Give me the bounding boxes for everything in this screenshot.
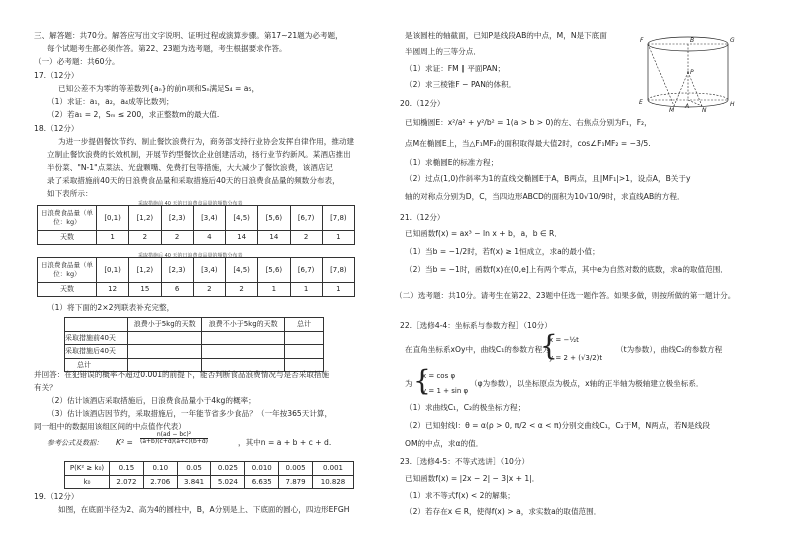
bin-cell: [5,6) <box>258 258 290 283</box>
q21-heading: 21.（12分） <box>400 213 445 222</box>
fig-label: B <box>690 37 695 44</box>
q18-stem-2: 立制止餐饮浪费的长效机制，开展节约型餐饮企业创建活动，扬行业节约新风。某酒店推出 <box>47 150 351 159</box>
count-cell: 1 <box>322 283 354 297</box>
p-value: 0.15 <box>110 462 144 476</box>
fig-label: P <box>690 69 694 76</box>
ct-row-label: 采取措施前40天 <box>65 331 128 345</box>
q22-wei: 为 <box>405 379 413 388</box>
k-value: 3.841 <box>177 475 211 489</box>
ct-header: 浪费小于5kg的天数 <box>128 318 202 332</box>
q18-heading: 18.（12分） <box>34 124 79 133</box>
q18-stem-4: 录了采取措施前40天的日浪费食品量和采取措施后40天的日浪费食品量的频数分布表， <box>47 176 340 185</box>
q18-part2: （2）估计该酒店采取措施后，日浪费食品量小于4kg的概率； <box>47 396 256 405</box>
q19-stem-cont: 是该圆柱的轴截面，已知P是线段AB的中点，M，N是下底面 <box>405 31 607 40</box>
count-cell: 6 <box>161 283 193 297</box>
p-value: 0.001 <box>312 462 353 476</box>
count-cell: 1 <box>258 283 290 297</box>
k-row-label: P(K² ≥ k₀) <box>65 462 110 476</box>
q17-stem: 已知公差不为零的等差数列{aₙ}的前n项和Sₙ满足S₄ = a₅， <box>58 84 260 93</box>
q22-part2-cont: OM的中点，求α的值． <box>405 439 484 448</box>
cylinder-figure <box>638 30 738 112</box>
q22-stem-3: （φ为参数），以坐标原点为极点，x轴的正半轴为极轴建立极坐标系． <box>470 379 704 388</box>
count-cell: 2 <box>193 283 225 297</box>
ct-header: 总计 <box>285 318 324 332</box>
q23-stem: 已知函数f(x) = |2x − 2| − 3|x + 1|． <box>405 474 540 483</box>
formula-tail: ，其中n = a + b + c + d. <box>238 438 332 447</box>
count-cell: 14 <box>226 231 258 245</box>
k-value: 2.072 <box>110 475 144 489</box>
q22-heading: 22.［选修4-4：坐标系与参数方程］（10分） <box>400 321 552 330</box>
q20-part2-cont: 轴的对称点分别为D，C，当四边形ABCD的面积为10√10/9时，求直线AB的方程． <box>405 192 685 201</box>
p-value: 0.005 <box>279 462 313 476</box>
q20-stem-2: 点M在椭圆E上，当△F₁MF₂的面积取得最大值2时，cos∠F₁MF₂ = −3/5. <box>405 139 651 148</box>
k-row-label: k₀ <box>65 475 110 489</box>
q17-heading: 17.（12分） <box>34 71 79 80</box>
q20-part2: （2）过点(1,0)作斜率为1的直线交椭圆E于A，B两点，且|MF₁|>1，设点A，B关于y <box>405 174 691 183</box>
bin-cell: [7,8) <box>322 206 354 231</box>
c2-y-eq: y = 1 + sin φ <box>422 387 469 395</box>
count-cell: 1 <box>322 231 354 245</box>
count-cell: 14 <box>258 231 290 245</box>
q22-part1: （1）求曲线C₁，C₂的极坐标方程； <box>405 403 526 412</box>
frequency-table-after <box>37 257 355 297</box>
q18-stem-3: 半份菜、"N-1"点菜法、光盘颗嘴、免费打包等措施，大大减少了餐饮浪费，该酒店记 <box>47 163 334 172</box>
p-value: 0.10 <box>143 462 177 476</box>
count-cell: 1 <box>97 231 129 245</box>
count-cell: 12 <box>97 283 129 297</box>
critical-value-table <box>64 461 354 489</box>
q18-part3: （3）估计该酒店因节约，采取措施后，一年能节省多少食品？（一年按365天计算， <box>47 409 333 418</box>
bin-cell: [3,4) <box>193 258 225 283</box>
formula-numerator: n(ad − bc)² <box>140 432 208 439</box>
q19-heading: 19.（12分） <box>34 492 79 501</box>
q18-part3-note: 同一组中的数据用该组区间的中点值作代表） <box>34 422 186 431</box>
count-cell: 2 <box>129 231 161 245</box>
bin-cell: [0,1) <box>97 258 129 283</box>
days-label: 天数 <box>38 283 97 297</box>
bin-cell: [6,7) <box>290 258 322 283</box>
q21-part1: （1）当b = −1/2时，若f(x) ≥ 1恒成立，求a的最小值； <box>405 247 600 256</box>
section-note: 每个试题考生都必须作答。第22、23题为选考题，考生根据要求作答。 <box>47 44 287 53</box>
bin-cell: [0,1) <box>97 206 129 231</box>
q22-stem: 在直角坐标系xOy中，曲线C₁的参数方程为 <box>405 345 550 354</box>
fig-label: N <box>702 107 707 112</box>
bin-cell: [6,7) <box>290 206 322 231</box>
q22-part2: （2）已知射线l：θ = α(ρ > 0, π/2 < α < π)分别交曲线C₁，C₂于M，N两点，若N是线段 <box>405 421 710 430</box>
ct-row-label: 总计 <box>65 358 128 372</box>
q19-stem: 如图，在底面半径为2、高为4的圆柱中，B，A分别是上、下底面的圆心，四边形EFGH <box>58 505 350 514</box>
k-value: 5.024 <box>211 475 245 489</box>
p-value: 0.010 <box>245 462 279 476</box>
q21-part2: （2）当b = −1时，函数f(x)在(0,e]上有两个零点，其中e为自然对数的底数，求a的取值范围． <box>405 265 728 274</box>
count-cell: 1 <box>290 283 322 297</box>
brace-1: { <box>540 329 558 362</box>
k-value: 6.635 <box>245 475 279 489</box>
frequency-table-before <box>37 205 355 245</box>
table-header-cell: 日浪费食品量（单位：kg） <box>38 206 97 231</box>
q20-part1: （1）求椭圆E的标准方程； <box>405 158 499 167</box>
c1-y-eq: y = 2 + (√3/2)t <box>549 354 603 362</box>
days-label: 天数 <box>38 231 97 245</box>
p-value: 0.05 <box>177 462 211 476</box>
q17-part2: （2）若a₁ = 2，Sₘ ≤ 200，求正整数m的最大值. <box>47 110 220 119</box>
formula-k: K² = <box>116 438 133 447</box>
bin-cell: [2,3) <box>161 258 193 283</box>
q18-part1-question: 并回答：在犯错误的概率不超过0.001的前提下，能否判断食品浪费情况与是否采取措施 <box>34 370 330 379</box>
c1-x-eq: x = −½t <box>549 336 579 344</box>
bin-cell: [5,6) <box>258 206 290 231</box>
bin-cell: [4,5) <box>226 206 258 231</box>
table1-caption: 采取措施前 40 天的日浪费食品量的频数分布表 <box>138 201 243 207</box>
formula-fraction <box>140 432 208 445</box>
fig-label: A <box>685 103 690 110</box>
q19-stem-end: 半圆周上的三等分点． <box>405 47 481 56</box>
fig-label: H <box>730 101 735 108</box>
q18-stem-5: 如下表所示： <box>47 189 93 198</box>
bin-cell: [1,2) <box>129 258 161 283</box>
k-value: 2.706 <box>143 475 177 489</box>
fig-label: M <box>669 107 675 112</box>
q18-part1: （1）将下面的2×2列联表补充完整， <box>47 303 175 312</box>
q23-part1: （1）求不等式f(x) < 2的解集； <box>405 491 515 500</box>
fig-label: G <box>730 37 735 44</box>
elective-note: （二）选考题：共10分。请考生在第22、23题中任选一题作答。如果多做，则按所做的第一题计分。 <box>395 291 736 300</box>
q18-part1-question-end: 有关？ <box>34 383 57 392</box>
bin-cell: [4,5) <box>226 258 258 283</box>
ct-corner <box>65 318 128 332</box>
q21-stem: 已知函数f(x) = ax³ − ln x + b，a，b ∈ R． <box>405 229 562 238</box>
q20-heading: 20.（12分） <box>400 99 445 108</box>
subsection-heading: （一）必考题：共60分。 <box>34 57 120 66</box>
formula-label: 参考公式及数据： <box>47 439 103 447</box>
q22-stem-2: （t为参数），曲线C₂的参数方程 <box>616 345 723 354</box>
c2-x-eq: x = cos φ <box>422 372 456 380</box>
count-cell: 2 <box>290 231 322 245</box>
count-cell: 2 <box>226 283 258 297</box>
q23-heading: 23.［选修4-5：不等式选讲］（10分） <box>400 457 530 466</box>
section-heading: 三、解答题：共70分。解答应写出文字说明、证明过程或演算步骤。第17~21题为必考题， <box>34 31 343 40</box>
fig-label: F <box>640 37 644 44</box>
brace-2: { <box>413 364 431 397</box>
table2-caption: 采取措施后 40 天的日浪费食品量的频数分布表 <box>138 253 243 259</box>
bin-cell: [3,4) <box>193 206 225 231</box>
fig-label: E <box>639 99 643 106</box>
bin-cell: [7,8) <box>322 258 354 283</box>
bin-cell: [1,2) <box>129 206 161 231</box>
q17-part1: （1）求证：a₁，a₂，a₄成等比数列； <box>47 97 174 106</box>
count-cell: 15 <box>129 283 161 297</box>
q20-stem: 已知椭圆E：x²/a² + y²/b² = 1(a > b > 0)的左、右焦点分别为F₁，F₂， <box>405 118 652 127</box>
count-cell: 4 <box>193 231 225 245</box>
q23-part2: （2）若存在x ∈ R，使得f(x) > a，求实数a的取值范围． <box>405 507 602 516</box>
k-value: 10.828 <box>312 475 353 489</box>
q19-part2: （2）求三棱锥F − PAN的体积． <box>405 80 517 89</box>
ct-row-label: 采取措施后40天 <box>65 345 128 359</box>
table-header-cell: 日浪费食品量（单位：kg） <box>38 258 97 283</box>
contingency-table <box>64 317 324 372</box>
k-value: 7.879 <box>279 475 313 489</box>
ct-header: 浪费不小于5kg的天数 <box>202 318 285 332</box>
q18-stem-1: 为进一步提倡餐饮节约、制止餐饮浪费行为，商务部支持行业协会发挥自律作用，推动建 <box>58 137 355 146</box>
count-cell: 2 <box>161 231 193 245</box>
bin-cell: [2,3) <box>161 206 193 231</box>
q19-part1: （1）求证：FM ∥ 平面PAN； <box>405 64 506 73</box>
formula-denominator: (a+b)(c+d)(a+c)(b+d) <box>140 438 209 445</box>
p-value: 0.025 <box>211 462 245 476</box>
